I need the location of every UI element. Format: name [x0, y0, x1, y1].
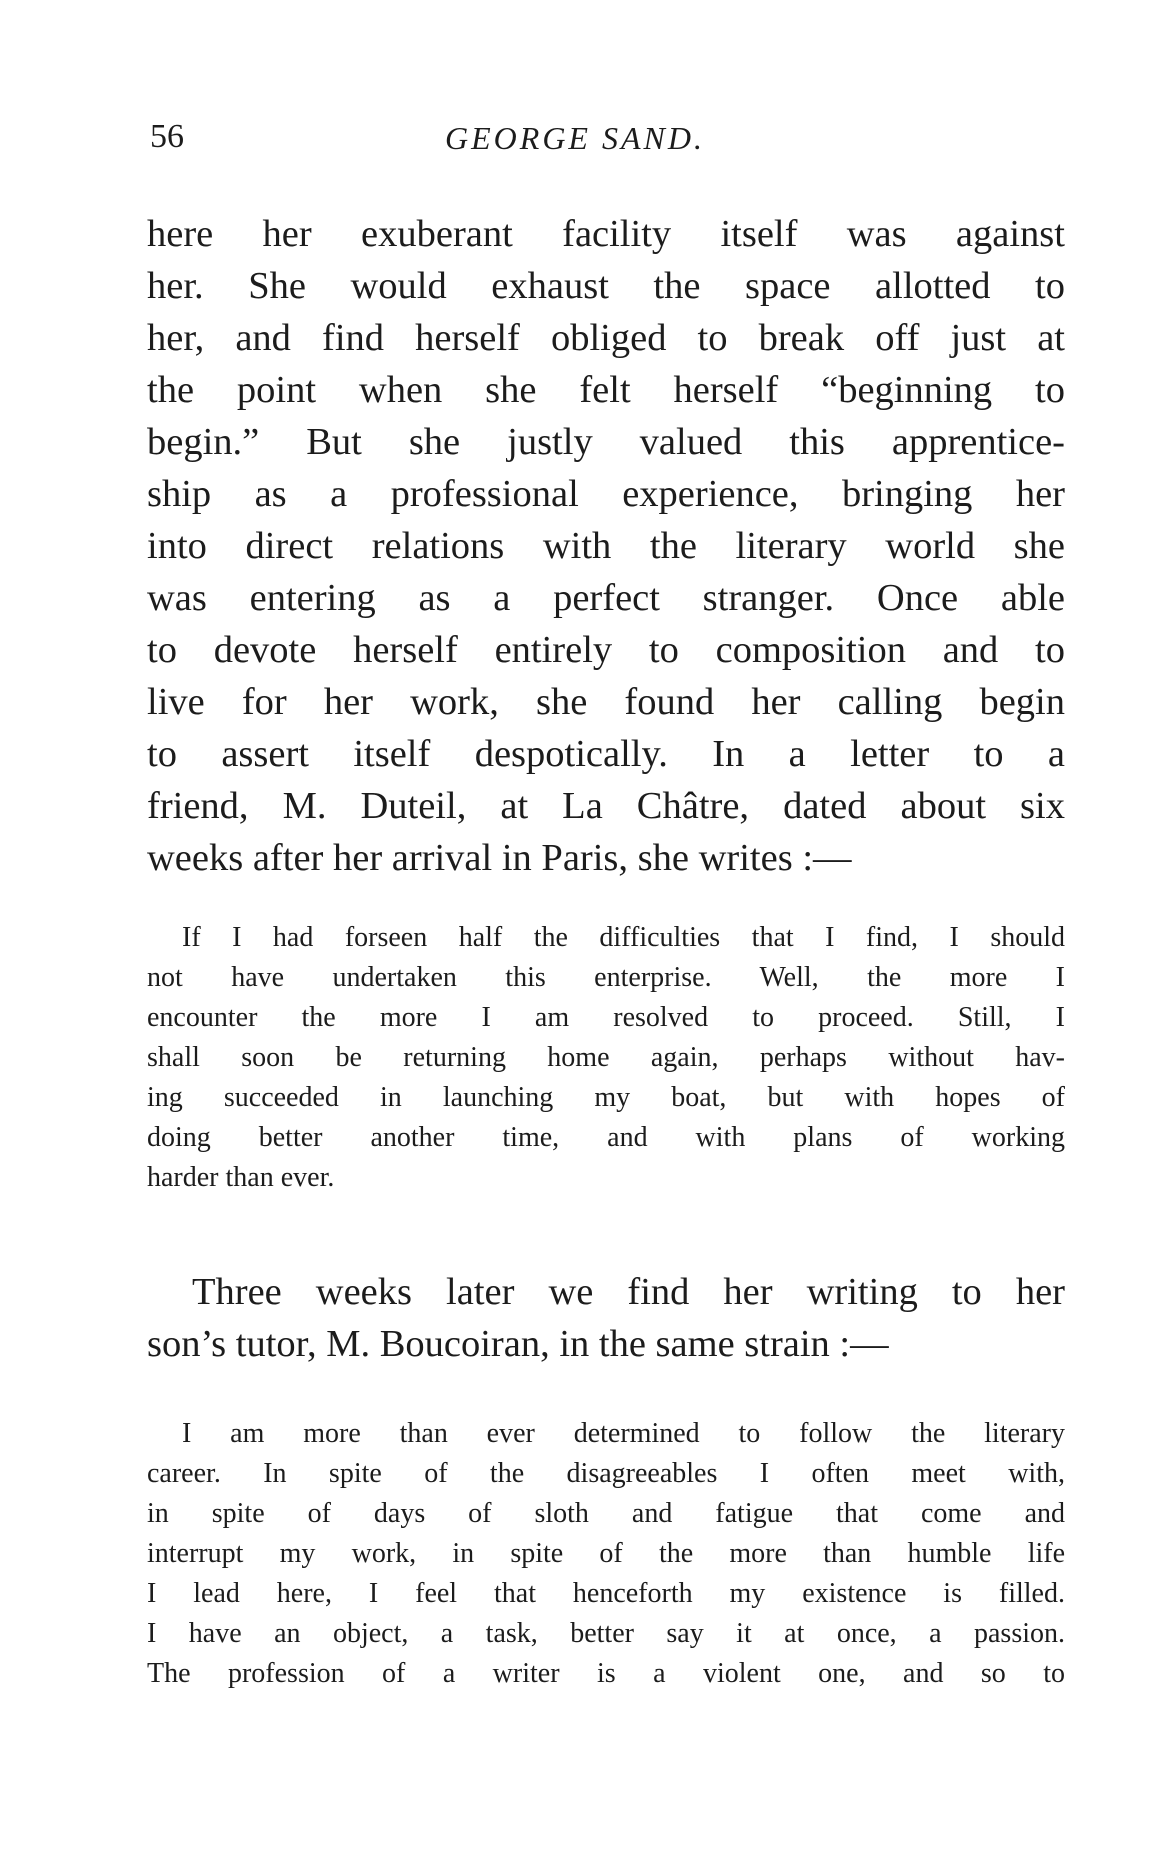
quote-line: shall soon be returning home again, perhaps without hav-: [147, 1042, 1065, 1073]
running-head: GEORGE SAND.: [445, 120, 705, 156]
text-line: son’s tutor, M. Boucoiran, in the same strain :—: [147, 1323, 889, 1365]
text-line: Three weeks later we find her writing to her: [192, 1271, 1065, 1313]
text-line: live for her work, she found her calling begin: [147, 681, 1065, 723]
text-line: the point when she felt herself “beginning to: [147, 369, 1065, 411]
text-line: to assert itself despotically. In a letter to a: [147, 733, 1065, 775]
text-line: her. She would exhaust the space allotted to: [147, 265, 1065, 307]
quote-line: If I had forseen half the difficulties that I find, I should: [182, 922, 1065, 953]
quote-line: I am more than ever determined to follow the literary: [182, 1418, 1065, 1449]
text-line: here her exuberant facility itself was against: [147, 213, 1065, 255]
text-line: was entering as a perfect stranger. Once able: [147, 577, 1065, 619]
text-line: friend, M. Duteil, at La Châtre, dated about six: [147, 785, 1065, 827]
quote-line: interrupt my work, in spite of the more than humble life: [147, 1538, 1065, 1569]
text-line: begin.” But she justly valued this apprentice-: [147, 421, 1065, 463]
quote-line: I have an object, a task, better say it at once, a passion.: [147, 1618, 1065, 1649]
quote-line: encounter the more I am resolved to proceed. Still, I: [147, 1002, 1065, 1033]
quote-line: not have undertaken this enterprise. Well, the more I: [147, 962, 1065, 993]
quote-line: harder than ever.: [147, 1162, 335, 1193]
page-header: [150, 118, 1065, 168]
quote-line: The profession of a writer is a violent one, and so to: [147, 1658, 1065, 1689]
text-line: into direct relations with the literary world she: [147, 525, 1065, 567]
quote-line: I lead here, I feel that henceforth my existence is filled.: [147, 1578, 1065, 1609]
page-number: 56: [150, 118, 184, 155]
quote-line: career. In spite of the disagreeables I often meet with,: [147, 1458, 1065, 1489]
text-line: to devote herself entirely to composition and to: [147, 629, 1065, 671]
quote-line: in spite of days of sloth and fatigue that come and: [147, 1498, 1065, 1529]
quote-line: doing better another time, and with plans of working: [147, 1122, 1065, 1153]
quote-line: ing succeeded in launching my boat, but with hopes of: [147, 1082, 1065, 1113]
text-line: weeks after her arrival in Paris, she writes :—: [147, 837, 852, 879]
text-line: her, and find herself obliged to break off just at: [147, 317, 1065, 359]
text-line: ship as a professional experience, bringing her: [147, 473, 1065, 515]
